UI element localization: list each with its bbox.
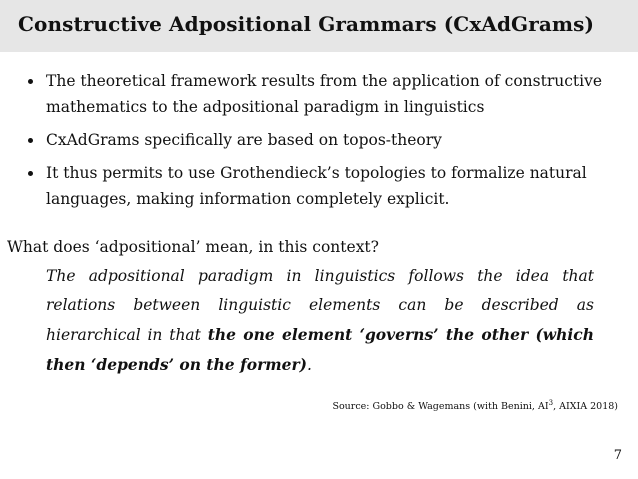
bullet-dot-icon bbox=[28, 138, 33, 143]
page-number: 7 bbox=[613, 448, 622, 463]
quote-end: . bbox=[307, 356, 312, 374]
bullet-item bbox=[26, 127, 616, 153]
quote-emphasis: the one element ‘governs’ the other (which then ‘depends’ on the former) bbox=[46, 325, 594, 374]
bullet-text: It thus permits to use Grothendieck’s topologies to formalize natural languages, making information completely explicit. bbox=[46, 164, 587, 208]
bullet-item bbox=[26, 160, 616, 212]
slide-title: Constructive Adpositional Grammars (CxAdGrams) bbox=[18, 12, 595, 36]
bullet-item bbox=[26, 68, 616, 120]
title-bar bbox=[0, 0, 638, 52]
bullet-dot-icon bbox=[28, 79, 33, 84]
source-suffix: , AIXIA 2018) bbox=[553, 401, 618, 413]
source-superscript: 3 bbox=[548, 399, 554, 407]
bullet-list bbox=[26, 68, 616, 219]
definition-quote bbox=[46, 262, 594, 380]
bullet-text: CxAdGrams specifically are based on topos-theory bbox=[46, 131, 442, 149]
source-citation bbox=[332, 399, 618, 412]
question-text: What does ‘adpositional’ mean, in this context? bbox=[7, 238, 379, 256]
bullet-dot-icon bbox=[28, 171, 33, 176]
source-prefix: Source: Gobbo & Wagemans (with Benini, AI bbox=[332, 401, 549, 413]
bullet-text: The theoretical framework results from the application of constructive mathematics to the adpositional paradigm in linguistics bbox=[46, 72, 603, 116]
quote-text: The adpositional paradigm in linguistics follows the idea that relations between linguistic elements can be described as hierarchical in that bbox=[46, 267, 594, 344]
